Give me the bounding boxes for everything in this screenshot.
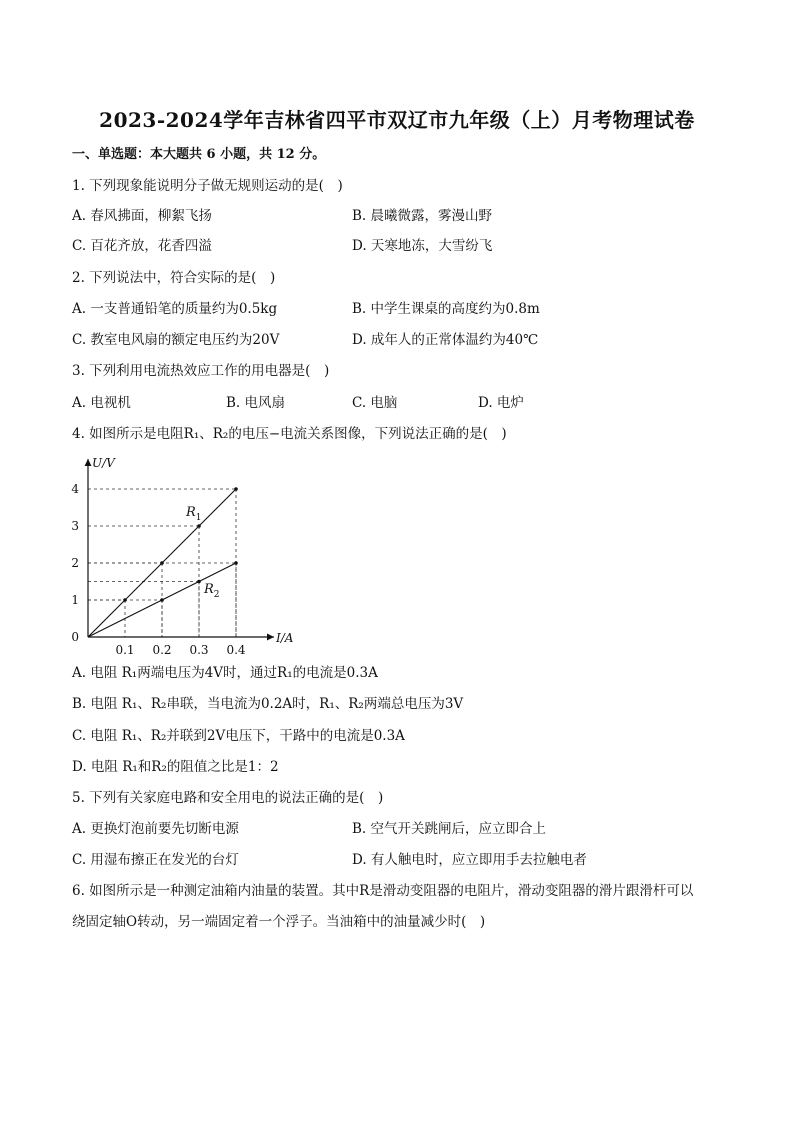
- question-6-stem-line-2: 绕固定轴O转动，另一端固定着一个浮子。当油箱中的油量减少时( ): [72, 914, 486, 930]
- question-4-stem: 4. 如图所示是电阻R₁、R₂的电压−电流关系图像，下列说法正确的是( ): [72, 426, 507, 442]
- question-3-option-d: D. 电炉: [478, 395, 524, 411]
- data-point: [197, 524, 201, 528]
- question-4-option-b: B. 电阻 R₁、R₂串联，当电流为0.2A时，R₁、R₂两端总电压为3V: [72, 696, 464, 712]
- page-title: 2023-2024学年吉林省四平市双辽市九年级（上）月考物理试卷: [99, 108, 695, 132]
- question-1-option-d: D. 天寒地冻，大雪纷飞: [352, 238, 493, 254]
- question-1-stem: 1. 下列现象能说明分子做无规则运动的是( ): [72, 178, 343, 194]
- question-1-option-c: C. 百花齐放，花香四溢: [72, 238, 212, 254]
- series-label-r1: $R_1$: [186, 505, 202, 523]
- question-2-option-d: D. 成年人的正常体温约为40℃: [352, 332, 539, 348]
- question-5-option-b: B. 空气开关跳闸后，应立即合上: [352, 821, 547, 837]
- question-3-stem: 3. 下列利用电流热效应工作的用电器是( ): [72, 363, 330, 379]
- question-2-stem: 2. 下列说法中，符合实际的是( ): [72, 270, 276, 286]
- x-axis-label: I/A: [276, 631, 294, 645]
- x-tick-label: 0.3: [189, 643, 209, 657]
- series-label-r2: $R_2$: [204, 582, 220, 600]
- x-tick-label: 0.1: [115, 643, 135, 657]
- question-6-stem-line-1: 6. 如图所示是一种测定油箱内油量的装置。其中R是滑动变阻器的电阻片，滑动变阻器的滑片跟滑杆可以: [72, 883, 694, 899]
- section-heading: 一、单选题：本大题共 6 小题，共 12 分。: [72, 147, 326, 162]
- question-5-option-d: D. 有人触电时，应立即用手去拉触电者: [352, 852, 587, 868]
- x-tick-label: 0.4: [226, 643, 246, 657]
- question-1-option-b: B. 晨曦微露，雾漫山野: [352, 208, 493, 224]
- question-4-option-c: C. 电阻 R₁、R₂并联到2V电压下，干路中的电流是0.3A: [72, 728, 405, 744]
- data-point: [234, 487, 238, 491]
- y-tick-label: 4: [71, 482, 79, 496]
- question-4-option-a: A. 电阻 R₁两端电压为4V时，通过R₁的电流是0.3A: [72, 665, 378, 681]
- question-4-option-d: D. 电阻 R₁和R₂的阻值之比是1：2: [72, 759, 279, 775]
- x-tick-label: 0.2: [152, 643, 172, 657]
- data-point: [160, 598, 164, 602]
- question-3-option-c: C. 电脑: [352, 395, 398, 411]
- y-tick-label: 3: [71, 519, 79, 533]
- question-2-option-c: C. 教室电风扇的额定电压约为20V: [72, 332, 280, 348]
- y-axis-label: U/V: [92, 456, 115, 470]
- question-3-option-a: A. 电视机: [72, 395, 131, 411]
- origin-label: 0: [71, 630, 79, 644]
- voltage-current-graph: [68, 448, 294, 658]
- y-tick-label: 1: [71, 593, 79, 607]
- data-point: [160, 561, 164, 565]
- question-5-option-a: A. 更换灯泡前要先切断电源: [72, 821, 239, 837]
- data-point: [197, 580, 201, 584]
- question-2-option-b: B. 中学生课桌的高度约为0.8m: [352, 301, 540, 317]
- question-5-option-c: C. 用湿布擦正在发光的台灯: [72, 852, 239, 868]
- y-tick-label: 2: [71, 556, 79, 570]
- question-5-stem: 5. 下列有关家庭电路和安全用电的说法正确的是( ): [72, 790, 384, 806]
- question-1-option-a: A. 春风拂面，柳絮飞扬: [72, 208, 212, 224]
- data-point: [123, 598, 127, 602]
- data-point: [234, 561, 238, 565]
- question-2-option-a: A. 一支普通铅笔的质量约为0.5kg: [72, 301, 278, 317]
- question-3-option-b: B. 电风扇: [226, 395, 286, 411]
